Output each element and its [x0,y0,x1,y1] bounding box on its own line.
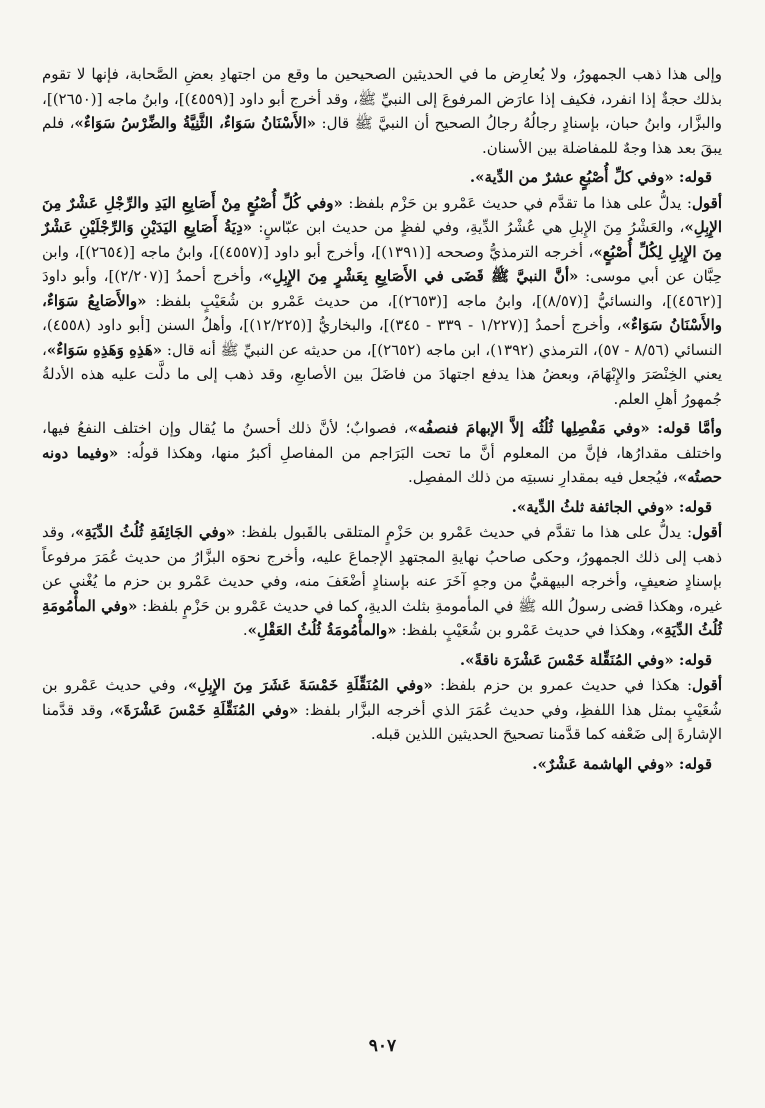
text-run: : هكذا في حديث عمرو بن حزم بلفظ: [432,676,692,694]
bold-text: «وفي المأْمُومَةِ ثُلُثُ الدِّيَةِ» [42,596,722,639]
text-run: ، والعَشْرُ مِنَ الإِبلِ هي عُشْرُ الدِّيةِ، وفي لفظٍ من حديث ابن عبّاسٍ: [252,218,685,236]
text-run: ، وقد قدَّمنا الإشارةَ إلى ضَعْفه كما قدَّمنا تصحيحَ الحديثين اللذين قبله. [42,700,722,743]
text-run: . [469,168,476,186]
text-run: وإلى هذا ذهب الجمهورُ، ولا يُعارِض ما في الحديثين الصحيحين ما وقع من اجتهادِ بعضِ الصَّحابة، فإنها لا تقوم بذلك حجةٌ إذا انفرد، فكيف إذا عارَض المرفوعَ إلى النبيِّ ﷺ، وقد أخرج أبو داود [(٤٥٥٩)]، وابنُ ماجه [(٢٦٥٠)]، والبزَّار، وابنُ حبان، بإسنادٍ رجالُهُ رجالُ الصحيح أن النبيَّ ﷺ قال: [42,65,722,132]
bold-text: «دِيَةُ أَصَابِعِ اليَدَيْنِ وَالرِّجْلَيْنِ عَشْرٌ مِنَ الإِبِلِ لِكُلِّ أُصْبُعٍ» [42,218,722,261]
bold-text: قوله: «وفي الهاشمة عَشْرٌ» [537,754,712,773]
bold-text: وأمَّا قوله: «وفي مَفْصِلِها ثُلُثُه إلاَّ الإبهامَ فنصفُه» [408,419,722,437]
text-run: . [532,754,538,773]
bold-text: «هَذِهِ وَهَذِهِ سَوَاءٌ» [46,340,163,359]
bold-text: أقول [692,193,722,212]
bold-text: أقول [692,523,722,541]
page-number: ٩٠٧ [368,1036,397,1056]
text-run: . [459,650,466,669]
bold-text: «وفي المُنَقِّلَةِ خَمْسَةَ عَشَرَ مِنَ الإِبِلِ» [187,676,433,694]
text-run: ، فلم يبقَ بعد هذا وجهٌ للمفاضلة بين الأسنان. [42,114,722,157]
text-run: ، يعني الخِنْصَرَ والإِبْهَامَ، وبعضُ هذا يدفع اجتهادَ من فاضَلَ بين الأصابعِ، وقد ذهب إلى ما دلَّت عليه هذه الأدلةُ جُمهورُ أهلِ العلم. [42,340,722,408]
paragraph [42,416,722,490]
bold-text: «والمأْمُومَةُ ثُلُثُ العَقْلِ» [247,621,397,639]
bold-text: قوله: «وفي كلِّ أُصْبُعٍ عشرٌ من الدِّية» [475,168,712,186]
bold-text: «أنَّ النبيَّ ﷺ قَضَى في الأَصَابِعِ بِعَشْرٍ مِنَ الإِبِلِ» [262,267,579,285]
text-run: ، وقد ذهب إلى ذلك الجمهورُ، وحكى صاحبُ نهايةِ المجتهدِ الإجماعَ عليه، وأخرج نحوَه البزَّارُ من حديث عُمَرَ مرفوعاً بإسنادٍ ضعيفٍ، وأخرجه البيهقيُّ من وجهٍ آخَرَ عنه بإسنادٍ أضْعَفَ منه، وفي حديث عَمْرو بن حزم ما يُغْني عن غيره، وهكذا قضى رسولُ الله ﷺ في المأمومةِ بثلث الديةِ، كما في حديث عَمْرو بن حَزْمٍ بلفظ: [42,523,722,615]
text-run: ، وفي حديث عَمْرو بن شُعَيْبٍ بمثل هذا اللفظِ، وفي حديث عُمَرَ الذي أخرجه البزَّار بلفظ: [42,676,722,719]
section-heading [42,648,722,673]
bold-text: أقول [692,676,722,694]
bold-text: «وفيما دونه حصتُه» [42,443,722,486]
section-heading [42,752,722,777]
text-run: ، أخرجه الترمذيُّ وصححه [(١٣٩١)]، وأخرج أبو داود [(٤٥٥٧)]، وابنُ ماجه [(٢٦٥٤)]، وابن حِبَّان عن أبي موسى: [42,242,722,285]
section-heading [42,165,722,190]
text-run: ، وأخرج أحمدُ [(١/٢٢٧ - ٣٣٩ - ٣٤٥)]، والبخاريُّ [(١٢/٢٢٥)]، وأهلُ السنن [أبو داود (٤٥٥٨)، النسائي (٨/٥٦ - ٥٧)، الترمذي (١٣٩٢)، ابن ماجه (٢٦٥٢)]، من حديثه عن النبيِّ ﷺ أنه قال: [42,316,723,359]
paragraph [42,191,722,412]
section-heading [42,495,722,520]
text-run: . [511,497,517,516]
paragraph [42,62,722,160]
paragraph [42,673,722,747]
text-run: ، وهكذا في حديث عَمْرو بن شُعَيْبٍ بلفظ: [396,621,655,639]
paragraph [42,520,722,643]
bold-text: «الأَسْنَانُ سَوَاءٌ، الثَّنِيَّةُ والضِّرْسُ سَوَاءٌ» [74,114,317,132]
text-run: . [242,621,248,639]
text-run: ، فصوابٌ؛ لأنَّ ذلك أحسنُ ما يُقال وإن اختلف النفعُ فيها، واختلف مقدارُها، فإنَّ من المعلوم أنَّ ما تحت البَرَاجم من المفاصلِ أكبرُ منها، وهكذا قولُه: [42,419,722,462]
text-run: ، وأخرج أحمدُ [(٢/٢٠٧)]، وأبو داودَ [(٤٥٦٢)]، والنسائيُّ [(٨/٥٧)]، وابنُ ماجه [(٢٦٥٣)]، من حديث عَمْرو بن شُعَيْبٍ بلفظ: [42,267,722,310]
bold-text: «والأَصَابِعُ سَوَاءٌ، والأَسْنَانُ سَوَاءٌ» [42,291,723,334]
bold-text: قوله: «وفي المُنَقِّلة خَمْسَ عَشْرَة ناقةً» [465,650,712,669]
text-run: : يدلُّ على هذا ما تقدَّم في حديث عَمْرو بن حَزْمٍ المتلقى بالقَبول بلفظ: [235,523,692,541]
text-run: ، فيُجعل فيه بمقدارِ نسبتِه من ذلك المفصِل. [407,468,678,486]
bold-text: «وفي الجَائِفَةِ ثُلُثُ الدِّيَةِ» [75,523,236,541]
bold-text: قوله: «وفي الجائفة ثلثُ الدِّية» [516,497,712,516]
bold-text: «وفي المُنَقِّلَةِ خَمْسَ عَشْرَةَ» [114,700,299,719]
bold-text: «وفي كُلِّ أُصْبُعٍ مِنْ أَصَابِعِ اليَدِ والرِّجْلِ عَشْرٌ مِنَ الإِبِلِ» [42,193,723,236]
page-body [42,62,722,777]
text-run: : يدلُّ على هذا ما تقدَّم في حديث عَمْرو بن حَزْم بلفظ: [342,193,692,212]
